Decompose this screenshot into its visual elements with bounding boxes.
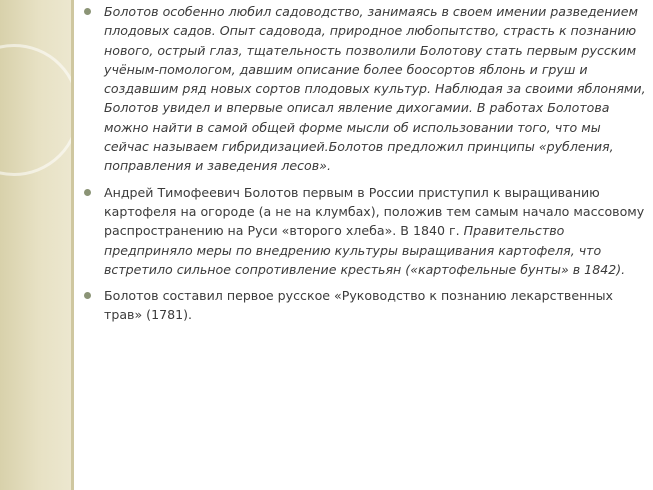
bullet-text-1: Болотов особенно любил садоводство, занимаясь в своем имении разведением плодовых садов. Опыт садовода, природное любопытство, страсть к познанию нового, острый глаз, тщательность позволили Болотову стать первым русским учёным-помологом, давшим описание более боосортов яблонь и груш и создавшим ряд новых сортов плодовых культур. Наблюдая за своими яблонями, Болотов увидел и впервые описал явление дихогамии. В работах Болотова можно найти в самой общей форме мысли об использовании того, что мы сейчас называем гибридизацией.Болотов предложил принципы «рубления, поправления и заведения лесов».: [104, 4, 646, 174]
bullet-item-1: [84, 2, 646, 176]
left-decorative-band: [0, 0, 71, 490]
bullet-text-2: [104, 183, 646, 279]
bullet-dot-icon: [84, 292, 91, 299]
bullet-item-3: [84, 286, 646, 325]
bullet-item-2: [84, 183, 646, 279]
bullet-text-3: Болотов составил первое русское «Руководство к познанию лекарственных трав» (1781).: [104, 288, 613, 323]
band-edge-divider: [71, 0, 74, 490]
bullet-dot-icon: [84, 189, 91, 196]
decorative-circle: [0, 44, 80, 176]
bullet-dot-icon: [84, 8, 91, 15]
bullet-text-2-upright: Андрей Тимофеевич Болотов первым в России приступил к выращиванию картофеля на огороде (а не на клумбах), положив тем самым начало массовому распространению на Руси «второго хлеба». В 1840 г.: [104, 184, 645, 239]
slide-content: [84, 2, 646, 332]
bullet-text-2-italic: Правительство предприняло меры по внедрению культуры выращивания картофеля, что встретило сильное сопротивление крестьян («картофельные бунты» в 1842).: [104, 223, 626, 277]
